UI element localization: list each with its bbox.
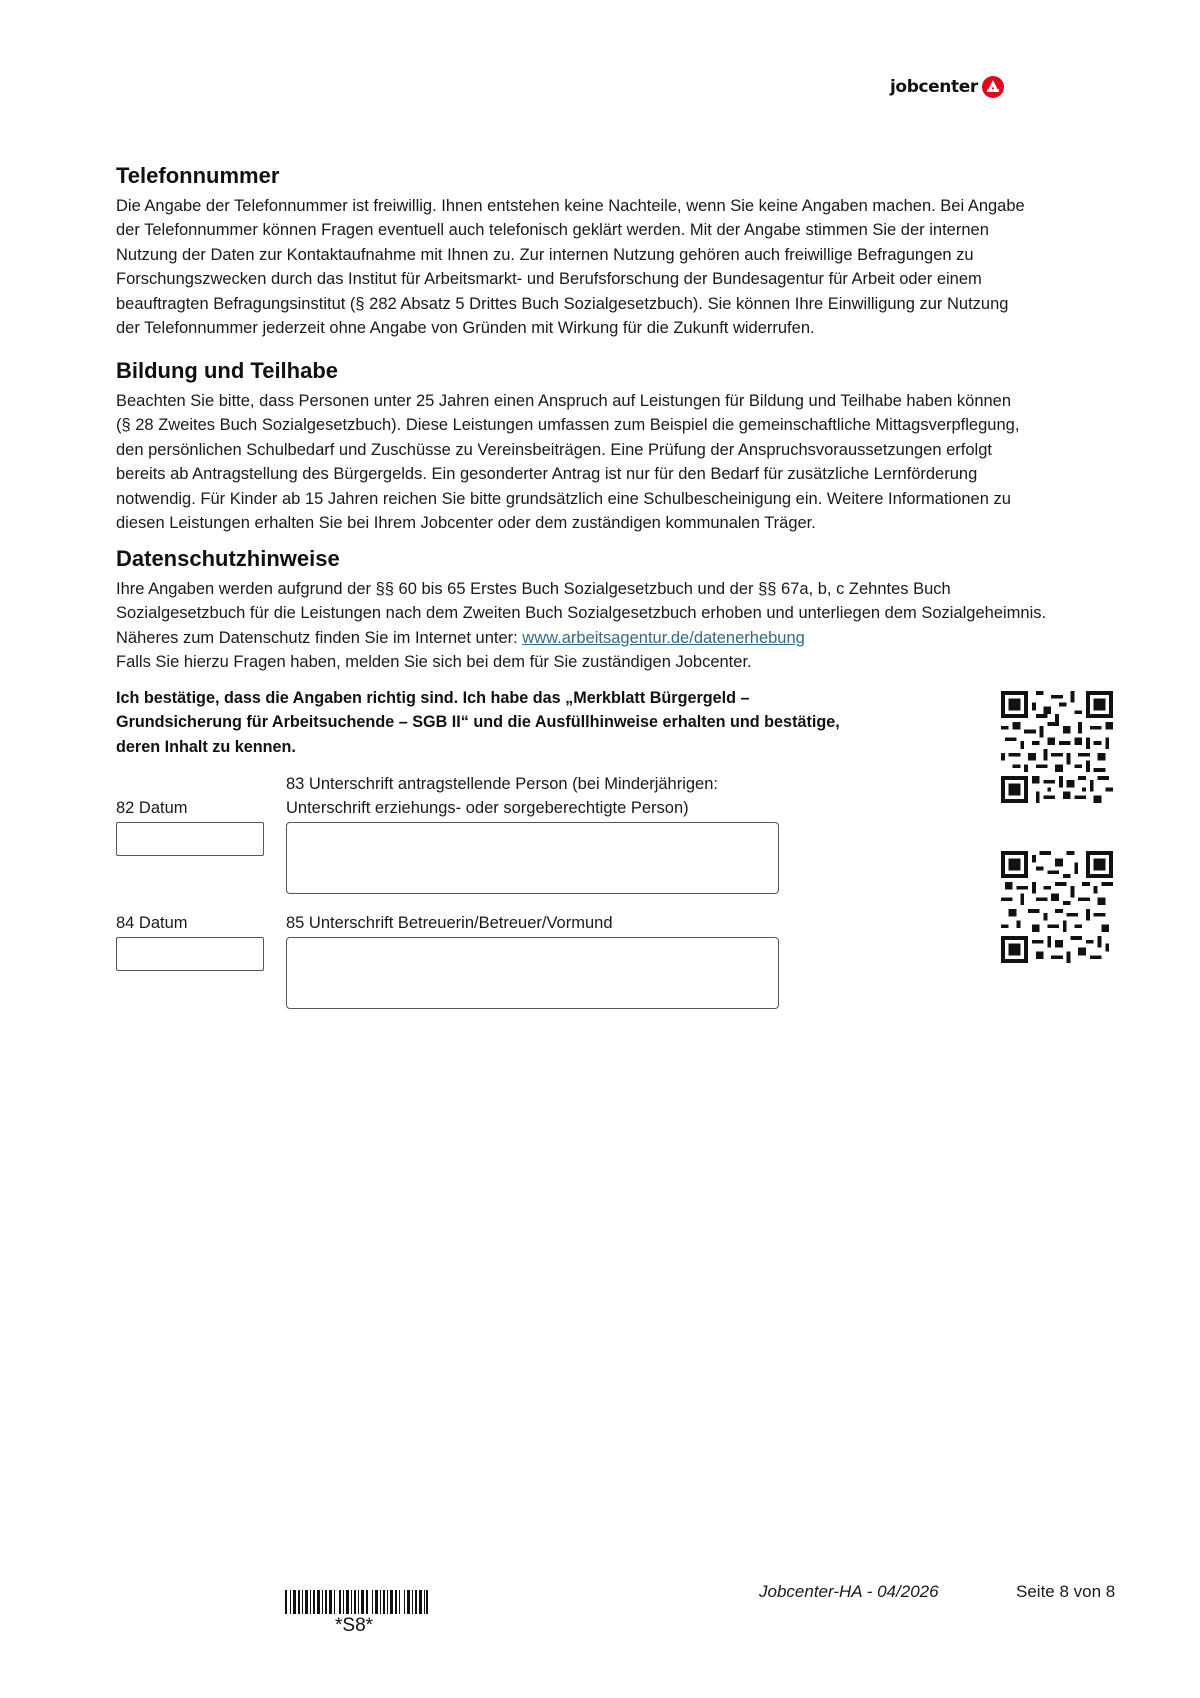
field-82-label: 82 Datum [116,799,188,817]
body-line: (§ 28 Zweites Buch Sozialgesetzbuch). Diese Leistungen umfassen zum Beispiel die gemeinschaftliche Mittagsverpflegung, [116,416,1020,435]
section-title: Bildung und Teilhabe [116,358,339,383]
link-prefix: Näheres zum Datenschutz finden Sie im Internet unter: [116,628,523,647]
body-line: beauftragten Befragungsinstitut (§ 282 Absatz 5 Drittes Buch Sozialgesetzbuch). Sie können Ihre Einwilligung zur Nutzung [116,294,1009,313]
signature-field-85[interactable] [286,937,779,1009]
body-line: Falls Sie hierzu Fragen haben, melden Sie sich bei dem für Sie zuständigen Jobcenter. [116,653,752,672]
barcode-label: *S8* [335,1615,374,1636]
qr-code-icon [1001,691,1113,803]
jobcenter-logo [890,74,1004,100]
body-line: Forschungszwecken durch das Institut für Arbeitsmarkt- und Berufsforschung der Bundesagentur für Arbeit oder einem [116,270,982,289]
barcode-icon [285,1590,428,1614]
jobcenter-emblem-icon [982,76,1004,98]
section-title: Datenschutzhinweise [116,546,340,571]
body-line: den persönlichen Schulbedarf und Zuschüsse zu Vereinsbeiträgen. Eine Prüfung der Anspruchsvoraussetzungen erfolgt [116,440,992,459]
field-83-label [286,772,718,821]
body-line: Nutzung der Daten zur Kontaktaufnahme mit Ihnen zu. Zur internen Nutzung gehören auch freiwillige Befragungen zu [116,245,974,264]
datenerhebung-link[interactable]: www.arbeitsagentur.de/datenerhebung [522,628,805,647]
field-84-label: 84 Datum [116,914,188,932]
form-identifier: Jobcenter-HA - 04/2026 [759,1582,939,1601]
field-83-label-line: Unterschrift erziehungs- oder sorgeberechtigte Person) [286,799,689,818]
signature-field-83[interactable] [286,822,779,894]
logo-wordmark: jobcenter [890,77,978,97]
qr-code-icon [1001,851,1113,963]
field-83-label-line: 83 Unterschrift antragstellende Person (bei Minderjährigen: [286,775,718,793]
body-line: diesen Leistungen erhalten Sie bei Ihrem Jobcenter oder dem zuständigen kommunalen Träger. [116,514,816,533]
section-bildung-und-teilhabe [116,357,1126,535]
section-telefonnummer [116,162,1126,340]
field-85-label: 85 Unterschrift Betreuerin/Betreuer/Vormund [286,914,613,932]
body-line: notwendig. Für Kinder ab 15 Jahren reichen Sie bitte grundsätzlich eine Schulbescheinigung ein. Weitere Informationen zu [116,489,1011,508]
body-line: Beachten Sie bitte, dass Personen unter 25 Jahren einen Anspruch auf Leistungen für Bildung und Teilhabe haben können [116,392,1012,410]
body-line: Ihre Angaben werden aufgrund der §§ 60 bis 65 Erstes Buch Sozialgesetzbuch und der §§ 67a, b, c Zehntes Buch [116,580,951,598]
confirmation-line: Grundsicherung für Arbeitsuchende – SGB II“ und die Ausfüllhinweise erhalten und bestätige, [116,713,840,732]
confirmation-line: Ich bestätige, dass die Angaben richtig sind. Ich habe das „Merkblatt Bürgergeld – [116,689,750,707]
body-line: der Telefonnummer können Fragen eventuell auch telefonisch geklärt werden. Mit der Angabe stimmen Sie der internen [116,221,989,240]
body-line: Sozialgesetzbuch für die Leistungen nach dem Zweiten Buch Sozialgesetzbuch erhoben und unterliegen dem Sozialgeheimnis. [116,604,1047,623]
confirmation-statement [116,686,916,759]
date-field-82[interactable] [116,822,264,856]
page-number: Seite 8 von 8 [1016,1582,1116,1601]
section-title: Telefonnummer [116,163,280,188]
section-datenschutzhinweise [116,545,1126,675]
date-field-84[interactable] [116,937,264,971]
confirmation-line: deren Inhalt zu kennen. [116,737,296,756]
body-line: Die Angabe der Telefonnummer ist freiwillig. Ihnen entstehen keine Nachteile, wenn Sie keine Angaben machen. Bei Angabe [116,197,1025,215]
body-line: bereits ab Antragstellung des Bürgergelds. Ein gesonderter Antrag ist nur für den Bedarf für zusätzliche Lernförderung [116,465,978,484]
body-line [116,626,1126,650]
body-line: der Telefonnummer jederzeit ohne Angabe von Gründen mit Wirkung für die Zukunft widerrufen. [116,319,815,338]
